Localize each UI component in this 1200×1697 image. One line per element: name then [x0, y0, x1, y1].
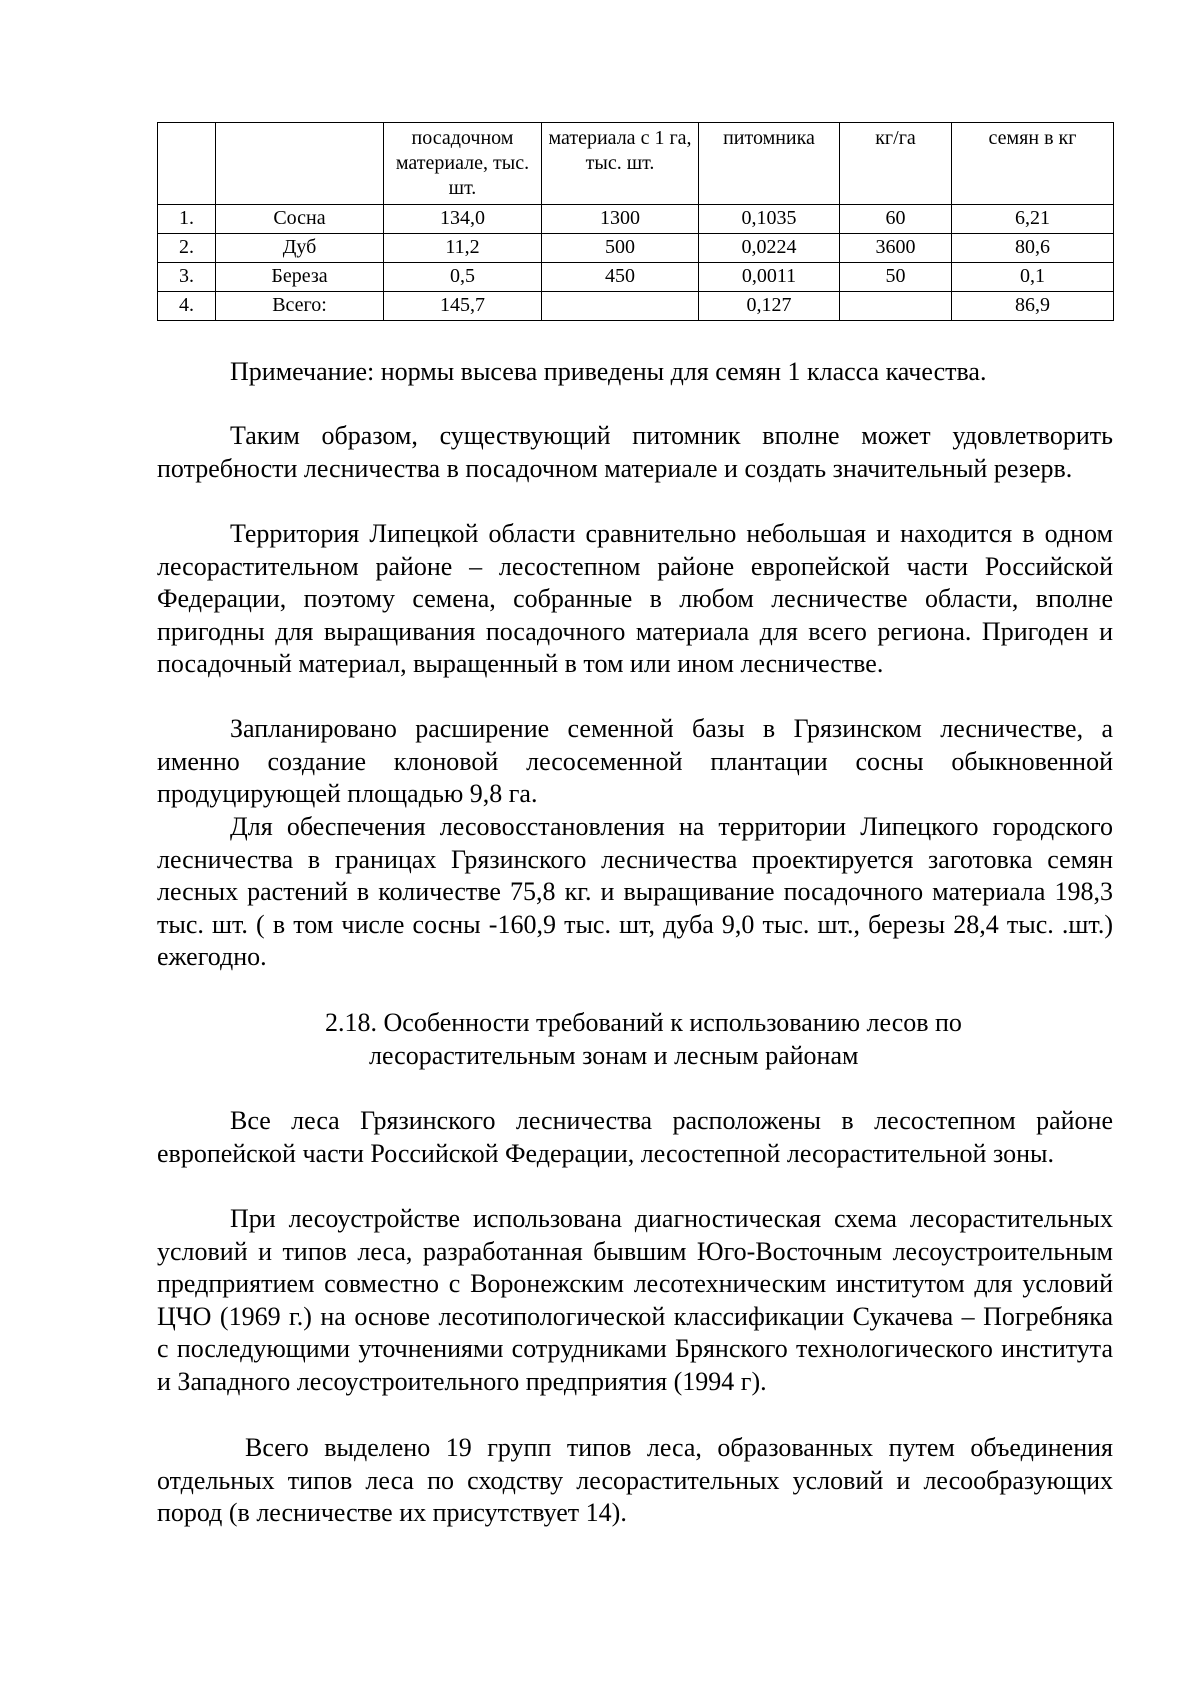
- paragraph: [157, 1203, 1113, 1399]
- table-cell: Береза: [216, 263, 384, 292]
- table-cell: 0,0224: [699, 234, 840, 263]
- table-cell: 11,2: [384, 234, 542, 263]
- table-cell: 1300: [542, 205, 699, 234]
- paragraph-text: Запланировано расширение семенной базы в Грязинском лесничестве, а именно создание клоновой лесосеменной плантации сосны обыкновенной продуцирующей площадью 9,8 га.: [157, 714, 1113, 809]
- section-title-line-1: 2.18. Особенности требований к использованию лесов по: [325, 1008, 962, 1037]
- paragraph-text: Всего выделено 19 групп типов леса, образованных путем объединения отдельных типов леса по сходству лесорастительных условий и лесообразующих пород (в лесничестве их присутствует 14).: [157, 1433, 1113, 1528]
- table-cell: 0,127: [699, 292, 840, 321]
- table-header-cell: посадочном материале, тыс. шт.: [384, 123, 542, 205]
- section-title-line-2: лесорастительным зонам и лесным районам: [369, 1041, 859, 1070]
- table-cell: 80,6: [952, 234, 1114, 263]
- table-cell: 3.: [158, 263, 216, 292]
- paragraph-text: При лесоустройстве использована диагностическая схема лесорастительных условий и типов леса, разработанная бывшим Юго-Восточным лесоустроительным предприятием совместно с Воронежским лесотехническим институтом для условий ЦЧО (1969 г.) на основе лесотипологической классификации Сукачева – Погребняка с последующими уточнениями сотрудниками Брянского технологического института и Западного лесоустроительного предприятия (1994 г).: [157, 1204, 1113, 1396]
- paragraph: [157, 1432, 1113, 1530]
- table-cell: 2.: [158, 234, 216, 263]
- table-cell: [840, 292, 952, 321]
- table-cell: 60: [840, 205, 952, 234]
- table-cell: 0,5: [384, 263, 542, 292]
- paragraph: [157, 420, 1113, 485]
- table-cell: 450: [542, 263, 699, 292]
- table-cell: 500: [542, 234, 699, 263]
- paragraph: [157, 518, 1113, 681]
- table-cell: 0,0011: [699, 263, 840, 292]
- table-row: [158, 263, 1114, 292]
- table-cell: 86,9: [952, 292, 1114, 321]
- table-cell: Дуб: [216, 234, 384, 263]
- seed-table: [157, 122, 1114, 321]
- paragraph-text: Территория Липецкой области сравнительно небольшая и находится в одном лесорастительном районе – лесостепном районе европейской части Российской Федерации, поэтому семена, собранные в любом лесничестве области, вполне пригодны для выращивания посадочного материала для всего региона. Пригоден и посадочный материал, выращенный в том или ином лесничестве.: [157, 519, 1113, 679]
- table-header-cell: материала с 1 га, тыс. шт.: [542, 123, 699, 205]
- paragraph-text: Для обеспечения лесовосстановления на территории Липецкого городского лесничества в границах Грязинского лесничества проектируется заготовка семян лесных растений в количестве 75,8 кг. и выращивание посадочного материала 198,3 тыс. шт. ( в том числе сосны -160,9 тыс. шт, дуба 9,0 тыс. шт., березы 28,4 тыс. .шт.) ежегодно.: [157, 812, 1113, 972]
- table-cell: 145,7: [384, 292, 542, 321]
- table-cell: [542, 292, 699, 321]
- table-note: Примечание: нормы высева приведены для семян 1 класса качества.: [230, 357, 987, 386]
- section-heading: [157, 1006, 1113, 1072]
- table-cell: 0,1035: [699, 205, 840, 234]
- table-cell: 134,0: [384, 205, 542, 234]
- table-header-cell: семян в кг: [952, 123, 1114, 205]
- table-cell: Всего:: [216, 292, 384, 321]
- table-cell: 6,21: [952, 205, 1114, 234]
- table-cell: 1.: [158, 205, 216, 234]
- table-cell: 3600: [840, 234, 952, 263]
- table-cell: 50: [840, 263, 952, 292]
- table-cell: 0,1: [952, 263, 1114, 292]
- paragraph-text: Все леса Грязинского лесничества расположены в лесостепном районе европейской части Российской Федерации, лесостепной лесорастительной зоны.: [157, 1106, 1113, 1168]
- table-row: [158, 292, 1114, 321]
- table-cell: Сосна: [216, 205, 384, 234]
- paragraph: [157, 811, 1113, 974]
- table-row: [158, 205, 1114, 234]
- table-header-cell: [158, 123, 216, 205]
- paragraph-text: Таким образом, существующий питомник вполне может удовлетворить потребности лесничества в посадочном материале и создать значительный резерв.: [157, 421, 1113, 483]
- table-header-row: [158, 123, 1114, 205]
- paragraph: [157, 713, 1113, 811]
- table-header-cell: кг/га: [840, 123, 952, 205]
- table-row: [158, 234, 1114, 263]
- table-cell: 4.: [158, 292, 216, 321]
- table-header-cell: [216, 123, 384, 205]
- table-header-cell: питомника: [699, 123, 840, 205]
- paragraph: [157, 1105, 1113, 1170]
